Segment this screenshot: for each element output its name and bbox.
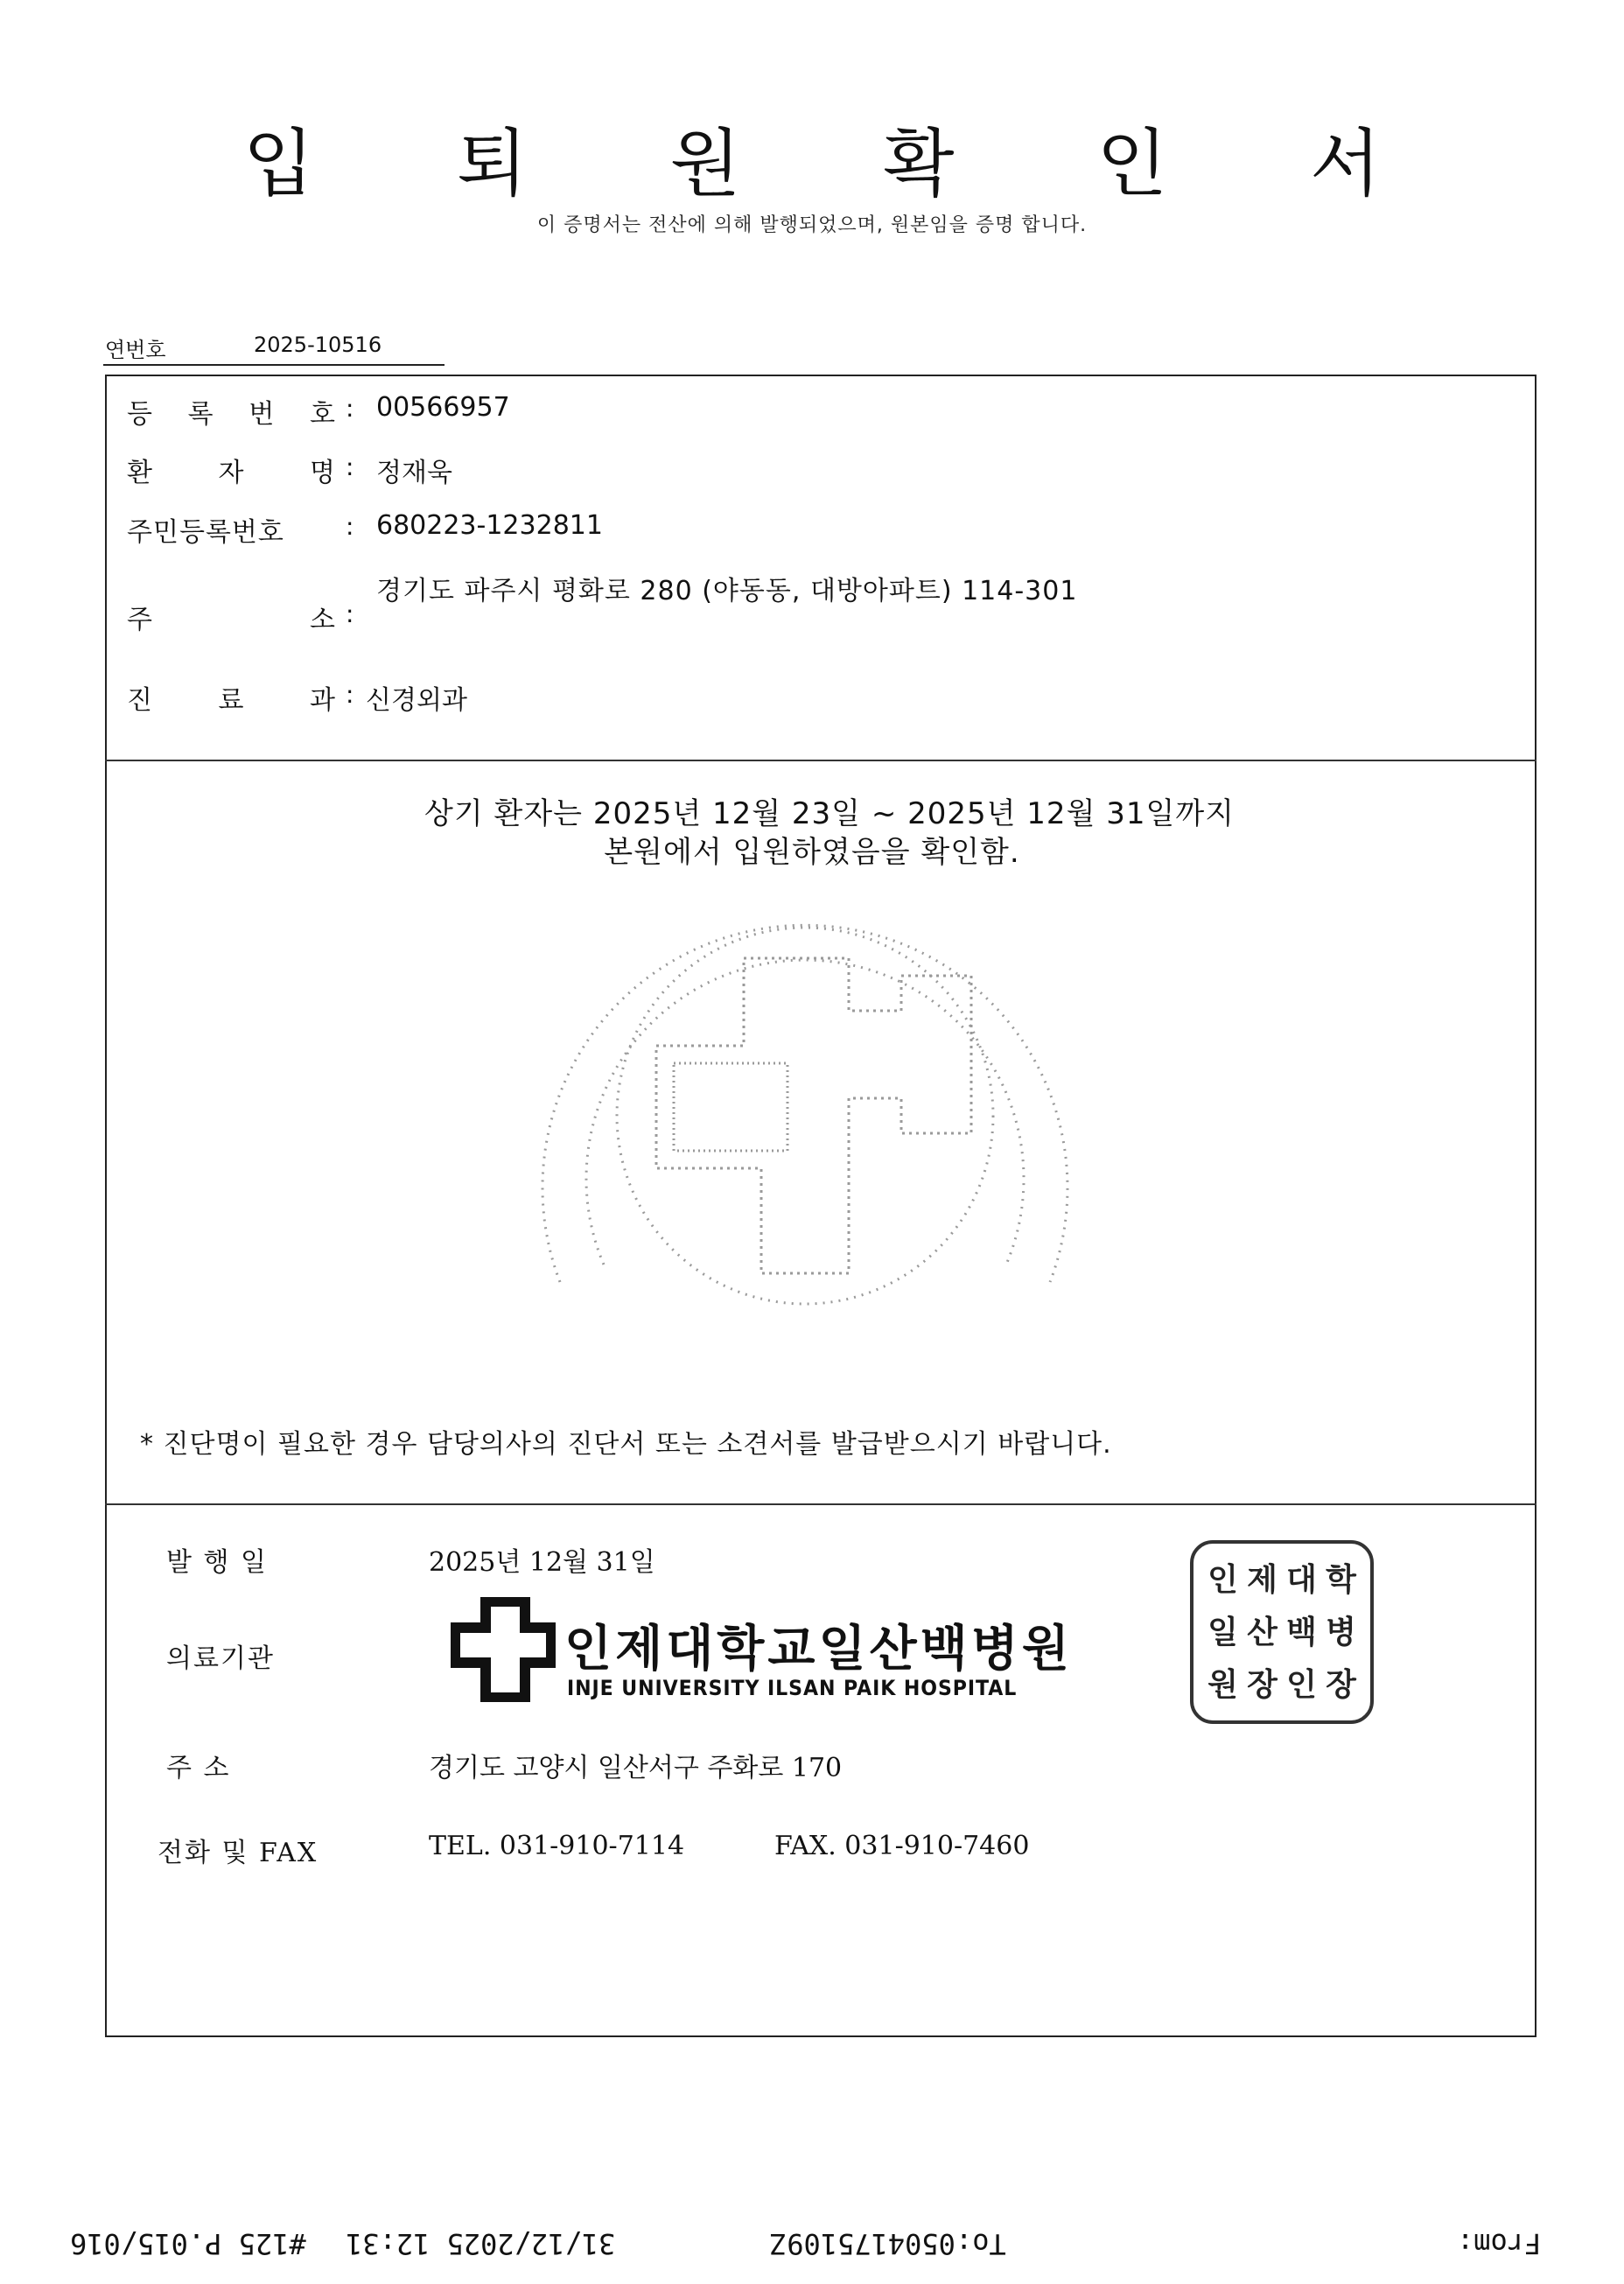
colon: : [346,512,354,541]
official-stamp: 인 제 대 학 일 산 백 병 원 장 인 장 [1190,1540,1374,1724]
hospital-address-label: 주 소 [166,1753,231,1783]
serial-label: 연번호 [105,338,166,362]
document-title: 입 퇴 원 확 인 서 [242,121,1441,207]
fax-datetime: 31/12/2025 12:31 [346,2227,616,2260]
patient-name-label: 환 자 명 [127,458,337,488]
confirmation-line-1: 상기 환자는 2025년 12월 23일 ~ 2025년 12월 31일까지 [424,796,1236,831]
patient-name-value: 정재욱 [376,458,452,488]
issue-date-label: 발 행 일 [166,1547,269,1578]
hospital-name-english: INJE UNIVERSITY ILSAN PAIK HOSPITAL [567,1676,1018,1700]
tel-value: TEL. 031-910-7114 [429,1831,685,1861]
dept-value: 신경외과 [366,685,467,716]
hospital-name-korean: 인제대학교일산백병원 [564,1621,1073,1678]
diagnosis-note: * 진단명이 필요한 경우 담당의사의 진단서 또는 소견서를 발급받으시기 바랍니다. [140,1429,1112,1460]
document-subtitle: 이 증명서는 전산에 의해 발행되었으며, 원본임을 증명 합니다. [536,214,1088,236]
contact-label: 전화 및 FAX [158,1838,318,1868]
section-divider-1 [105,760,1536,761]
fax-to: To:0504175109Ζ [770,2227,1006,2260]
fax-page-info: #125 P.015/016 [70,2227,306,2260]
section-divider-2 [105,1503,1536,1505]
issue-date-value: 2025년 12월 31일 [429,1547,655,1578]
reg-no-value: 00566957 [376,392,510,423]
fax-from: From: [1457,2227,1542,2260]
serial-underline [103,364,444,366]
colon: : [346,452,354,481]
rrn-label: 주민등록번호 [127,517,284,548]
fax-value: FAX. 031-910-7460 [774,1831,1030,1861]
hospital-watermark-seal [455,827,1155,1352]
institution-label: 의료기관 [166,1643,275,1674]
colon: : [346,680,354,709]
hospital-address-value: 경기도 고양시 일산서구 주화로 170 [429,1753,843,1783]
hospital-cross-logo-icon [451,1597,556,1702]
confirmation-line-2: 본원에서 입원하였음을 확인함. [604,835,1020,870]
address-value: 경기도 파주시 평화로 280 (야동동, 대방아파트) 114-301 [376,576,1078,606]
address-label: 주 소 [127,605,337,635]
rrn-value: 680223-1232811 [376,510,603,541]
colon: : [346,394,354,423]
fax-transmission-header [0,2227,1624,2266]
dept-label: 진 료 과 [127,685,337,716]
reg-no-label: 등 록 번 호 [127,399,337,430]
colon: : [346,599,354,628]
serial-value: 2025-10516 [254,333,382,357]
